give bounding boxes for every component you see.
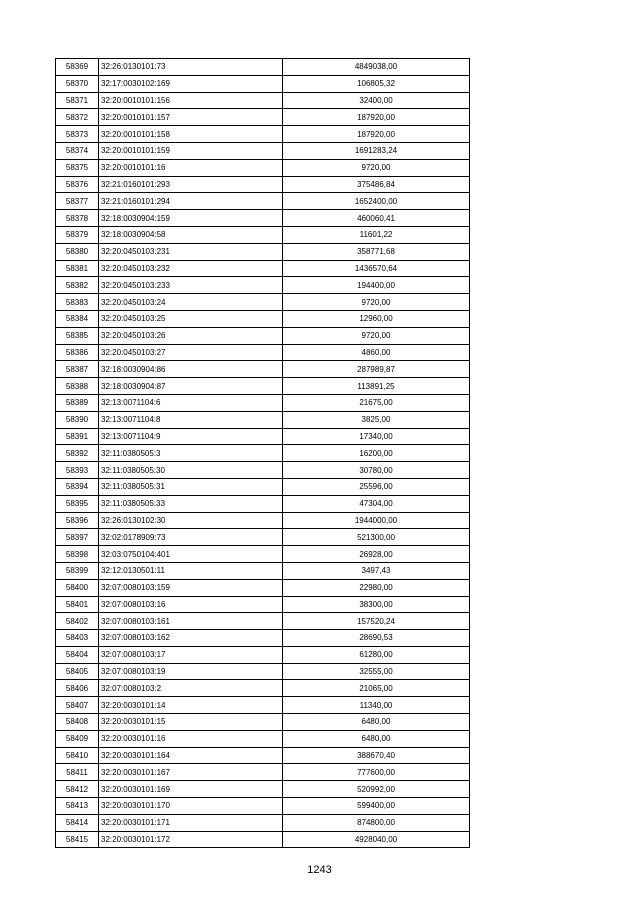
row-id-cell: 58395 <box>56 495 99 512</box>
value-cell: 32400,00 <box>283 92 470 109</box>
table-row <box>56 59 470 76</box>
table-row <box>56 92 470 109</box>
value-cell: 9720,00 <box>283 159 470 176</box>
row-id-cell: 58372 <box>56 109 99 126</box>
table-row <box>56 394 470 411</box>
table-row <box>56 260 470 277</box>
cadastral-number-cell: 32:20:0010101:16 <box>99 159 283 176</box>
table-row <box>56 210 470 227</box>
cadastral-number-cell: 32:20:0030101:15 <box>99 714 283 731</box>
row-id-cell: 58373 <box>56 126 99 143</box>
table-row <box>56 495 470 512</box>
row-id-cell: 58369 <box>56 59 99 76</box>
table-row <box>56 378 470 395</box>
row-id-cell: 58394 <box>56 478 99 495</box>
value-cell: 521300,00 <box>283 529 470 546</box>
cadastral-number-cell: 32:20:0450103:26 <box>99 327 283 344</box>
table-row <box>56 798 470 815</box>
cadastral-number-cell: 32:20:0030101:170 <box>99 798 283 815</box>
table-row <box>56 109 470 126</box>
value-cell: 11340,00 <box>283 697 470 714</box>
table-row <box>56 529 470 546</box>
cadastral-number-cell: 32:11:0380505:30 <box>99 462 283 479</box>
cadastral-number-cell: 32:20:0450103:231 <box>99 243 283 260</box>
value-cell: 4928040,00 <box>283 831 470 848</box>
table-row <box>56 831 470 848</box>
row-id-cell: 58408 <box>56 714 99 731</box>
row-id-cell: 58399 <box>56 562 99 579</box>
row-id-cell: 58379 <box>56 226 99 243</box>
cadastral-number-cell: 32:11:0380505:31 <box>99 478 283 495</box>
cadastral-number-cell: 32:13:0071104:8 <box>99 411 283 428</box>
value-cell: 1944000,00 <box>283 512 470 529</box>
row-id-cell: 58391 <box>56 428 99 445</box>
cadastral-number-cell: 32:07:0080103:19 <box>99 663 283 680</box>
table-row <box>56 445 470 462</box>
row-id-cell: 58377 <box>56 193 99 210</box>
table-row <box>56 764 470 781</box>
value-cell: 17340,00 <box>283 428 470 445</box>
cadastral-number-cell: 32:20:0030101:167 <box>99 764 283 781</box>
table-row <box>56 714 470 731</box>
value-cell: 3497,43 <box>283 562 470 579</box>
cadastral-number-cell: 32:21:0160101:294 <box>99 193 283 210</box>
row-id-cell: 58414 <box>56 814 99 831</box>
cadastral-number-cell: 32:07:0080103:17 <box>99 646 283 663</box>
value-cell: 520992,00 <box>283 781 470 798</box>
cadastral-number-cell: 32:12:0130501:11 <box>99 562 283 579</box>
cadastral-number-cell: 32:20:0030101:164 <box>99 747 283 764</box>
table-row <box>56 646 470 663</box>
table-row <box>56 277 470 294</box>
value-cell: 106805,32 <box>283 75 470 92</box>
table-row <box>56 747 470 764</box>
row-id-cell: 58397 <box>56 529 99 546</box>
cadastral-number-cell: 32:26:0130101:73 <box>99 59 283 76</box>
value-cell: 26928,00 <box>283 546 470 563</box>
row-id-cell: 58370 <box>56 75 99 92</box>
table-row <box>56 613 470 630</box>
value-cell: 6480,00 <box>283 730 470 747</box>
value-cell: 187920,00 <box>283 109 470 126</box>
table-row <box>56 327 470 344</box>
row-id-cell: 58371 <box>56 92 99 109</box>
row-id-cell: 58380 <box>56 243 99 260</box>
value-cell: 61280,00 <box>283 646 470 663</box>
value-cell: 11601,22 <box>283 226 470 243</box>
table-row <box>56 546 470 563</box>
row-id-cell: 58392 <box>56 445 99 462</box>
cadastral-number-cell: 32:18:0030904:159 <box>99 210 283 227</box>
value-cell: 358771,68 <box>283 243 470 260</box>
row-id-cell: 58375 <box>56 159 99 176</box>
row-id-cell: 58403 <box>56 630 99 647</box>
table-row <box>56 294 470 311</box>
cadastral-number-cell: 32:20:0030101:172 <box>99 831 283 848</box>
value-cell: 38300,00 <box>283 596 470 613</box>
row-id-cell: 58413 <box>56 798 99 815</box>
row-id-cell: 58386 <box>56 344 99 361</box>
table-row <box>56 680 470 697</box>
cadastral-number-cell: 32:07:0080103:2 <box>99 680 283 697</box>
value-cell: 599400,00 <box>283 798 470 815</box>
row-id-cell: 58405 <box>56 663 99 680</box>
row-id-cell: 58415 <box>56 831 99 848</box>
cadastral-number-cell: 32:20:0030101:171 <box>99 814 283 831</box>
page-number: 1243 <box>307 864 332 876</box>
value-cell: 375486,84 <box>283 176 470 193</box>
row-id-cell: 58401 <box>56 596 99 613</box>
cadastral-number-cell: 32:26:0130102:30 <box>99 512 283 529</box>
table-row <box>56 344 470 361</box>
value-cell: 47304,00 <box>283 495 470 512</box>
cadastral-number-cell: 32:13:0071104:6 <box>99 394 283 411</box>
row-id-cell: 58387 <box>56 361 99 378</box>
value-cell: 388670,40 <box>283 747 470 764</box>
table-row <box>56 814 470 831</box>
cadastral-number-cell: 32:20:0010101:158 <box>99 126 283 143</box>
table-row <box>56 462 470 479</box>
row-id-cell: 58382 <box>56 277 99 294</box>
cadastral-number-cell: 32:20:0450103:24 <box>99 294 283 311</box>
value-cell: 287989,87 <box>283 361 470 378</box>
table-row <box>56 428 470 445</box>
value-cell: 12960,00 <box>283 310 470 327</box>
row-id-cell: 58409 <box>56 730 99 747</box>
table-row <box>56 243 470 260</box>
value-cell: 194400,00 <box>283 277 470 294</box>
value-cell: 777600,00 <box>283 764 470 781</box>
row-id-cell: 58404 <box>56 646 99 663</box>
row-id-cell: 58374 <box>56 142 99 159</box>
cadastral-number-cell: 32:07:0080103:161 <box>99 613 283 630</box>
value-cell: 30780,00 <box>283 462 470 479</box>
table-row <box>56 512 470 529</box>
value-cell: 157520,24 <box>283 613 470 630</box>
cadastral-number-cell: 32:13:0071104:9 <box>99 428 283 445</box>
row-id-cell: 58390 <box>56 411 99 428</box>
data-table <box>55 58 470 848</box>
table-body <box>56 59 470 848</box>
value-cell: 28690,53 <box>283 630 470 647</box>
table-row <box>56 411 470 428</box>
cadastral-number-cell: 32:20:0010101:159 <box>99 142 283 159</box>
table-row <box>56 562 470 579</box>
cadastral-number-cell: 32:17:0030102:169 <box>99 75 283 92</box>
value-cell: 3825,00 <box>283 411 470 428</box>
cadastral-number-cell: 32:20:0030101:14 <box>99 697 283 714</box>
value-cell: 1691283,24 <box>283 142 470 159</box>
value-cell: 32555,00 <box>283 663 470 680</box>
row-id-cell: 58376 <box>56 176 99 193</box>
table-row <box>56 596 470 613</box>
cadastral-number-cell: 32:18:0030904:58 <box>99 226 283 243</box>
cadastral-number-cell: 32:20:0450103:25 <box>99 310 283 327</box>
cadastral-number-cell: 32:07:0080103:159 <box>99 579 283 596</box>
value-cell: 4849038,00 <box>283 59 470 76</box>
row-id-cell: 58388 <box>56 378 99 395</box>
table-row <box>56 226 470 243</box>
row-id-cell: 58393 <box>56 462 99 479</box>
value-cell: 113891,25 <box>283 378 470 395</box>
value-cell: 6480,00 <box>283 714 470 731</box>
value-cell: 4860,00 <box>283 344 470 361</box>
cadastral-number-cell: 32:20:0030101:169 <box>99 781 283 798</box>
value-cell: 9720,00 <box>283 327 470 344</box>
value-cell: 1436570,64 <box>283 260 470 277</box>
table-row <box>56 697 470 714</box>
cadastral-number-cell: 32:18:0030904:86 <box>99 361 283 378</box>
table-row <box>56 142 470 159</box>
table-row <box>56 478 470 495</box>
row-id-cell: 58398 <box>56 546 99 563</box>
row-id-cell: 58412 <box>56 781 99 798</box>
cadastral-number-cell: 32:20:0010101:156 <box>99 92 283 109</box>
row-id-cell: 58385 <box>56 327 99 344</box>
table-row <box>56 193 470 210</box>
row-id-cell: 58396 <box>56 512 99 529</box>
row-id-cell: 58400 <box>56 579 99 596</box>
table-row <box>56 730 470 747</box>
row-id-cell: 58410 <box>56 747 99 764</box>
table-row <box>56 630 470 647</box>
cadastral-number-cell: 32:18:0030904:87 <box>99 378 283 395</box>
value-cell: 21065,00 <box>283 680 470 697</box>
cadastral-number-cell: 32:20:0450103:232 <box>99 260 283 277</box>
cadastral-number-cell: 32:07:0080103:16 <box>99 596 283 613</box>
cadastral-number-cell: 32:21:0160101:293 <box>99 176 283 193</box>
table-row <box>56 579 470 596</box>
row-id-cell: 58407 <box>56 697 99 714</box>
row-id-cell: 58383 <box>56 294 99 311</box>
value-cell: 187920,00 <box>283 126 470 143</box>
cadastral-number-cell: 32:02:0178909:73 <box>99 529 283 546</box>
cadastral-number-cell: 32:11:0380505:33 <box>99 495 283 512</box>
value-cell: 9720,00 <box>283 294 470 311</box>
cadastral-number-cell: 32:11:0380505:3 <box>99 445 283 462</box>
row-id-cell: 58378 <box>56 210 99 227</box>
value-cell: 25596,00 <box>283 478 470 495</box>
row-id-cell: 58411 <box>56 764 99 781</box>
value-cell: 1652400,00 <box>283 193 470 210</box>
row-id-cell: 58406 <box>56 680 99 697</box>
table-row <box>56 663 470 680</box>
row-id-cell: 58384 <box>56 310 99 327</box>
value-cell: 874800,00 <box>283 814 470 831</box>
value-cell: 16200,00 <box>283 445 470 462</box>
cadastral-number-cell: 32:03:0750104:401 <box>99 546 283 563</box>
cadastral-number-cell: 32:20:0450103:233 <box>99 277 283 294</box>
cadastral-number-cell: 32:20:0030101:16 <box>99 730 283 747</box>
table-row <box>56 361 470 378</box>
row-id-cell: 58402 <box>56 613 99 630</box>
table-row <box>56 310 470 327</box>
table-row <box>56 781 470 798</box>
table-row <box>56 159 470 176</box>
cadastral-number-cell: 32:20:0450103:27 <box>99 344 283 361</box>
cadastral-number-cell: 32:07:0080103:162 <box>99 630 283 647</box>
table-row <box>56 176 470 193</box>
value-cell: 21675,00 <box>283 394 470 411</box>
row-id-cell: 58381 <box>56 260 99 277</box>
cadastral-number-cell: 32:20:0010101:157 <box>99 109 283 126</box>
row-id-cell: 58389 <box>56 394 99 411</box>
value-cell: 460060,41 <box>283 210 470 227</box>
table-row <box>56 126 470 143</box>
value-cell: 22980,00 <box>283 579 470 596</box>
table-row <box>56 75 470 92</box>
